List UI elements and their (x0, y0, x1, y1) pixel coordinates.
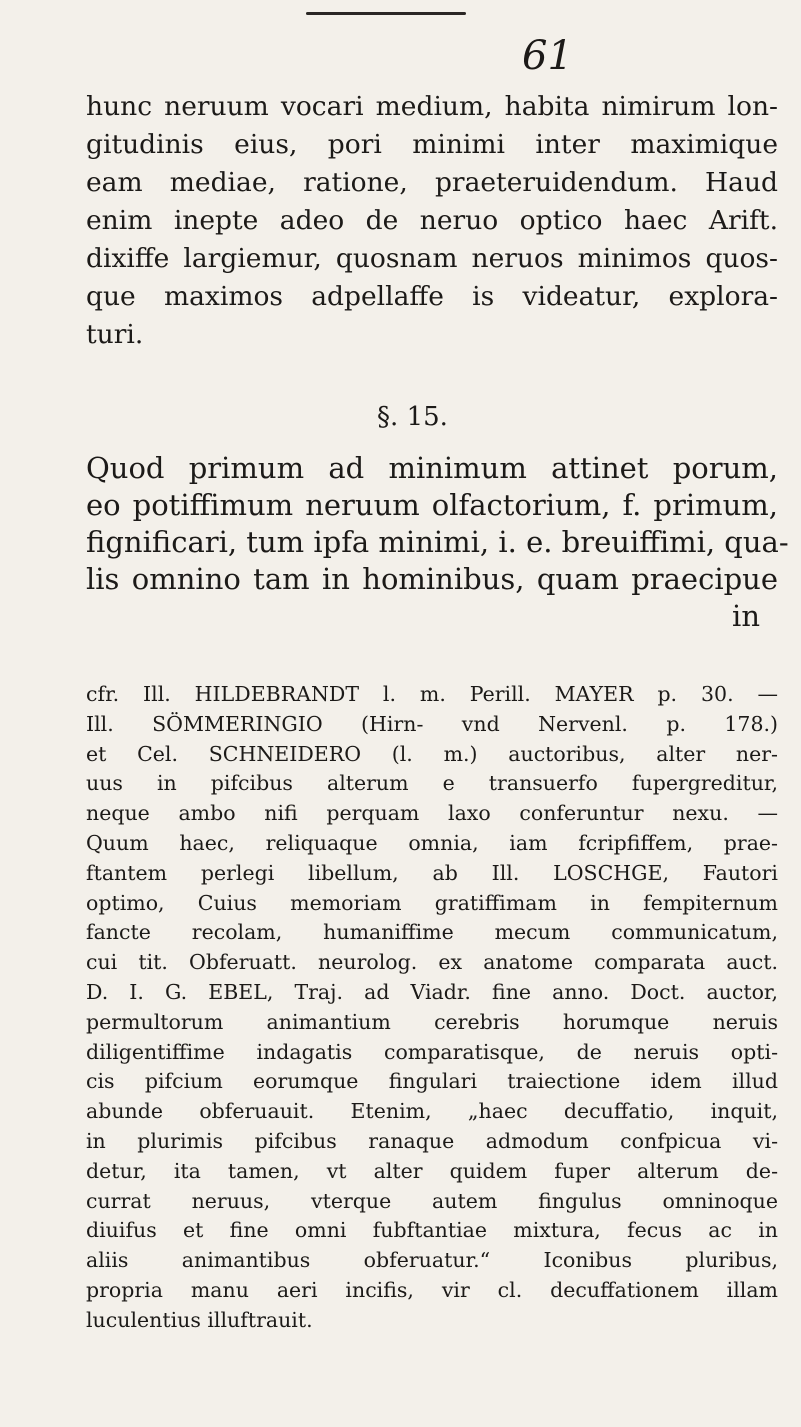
header-rule (306, 12, 466, 15)
footnote (86, 680, 778, 1336)
footnote-line: D. I. G. EBEL, Traj. ad Viadr. fine anno. Doct. auctor, (86, 979, 778, 1004)
footnote-line: fancte recolam, humaniffime mecum communicatum, (86, 920, 778, 945)
footnote-line: diuifus et fine omni fubftantiae mixtura, fecus ac in (86, 1218, 778, 1243)
main-line: turi. (86, 319, 144, 350)
section-heading: §. 15. (377, 402, 448, 432)
paragraph-line: fignificari, tum ipfa minimi, i. e. breuiffimi, qua- (86, 525, 789, 559)
footnote-line: Quum haec, reliquaque omnia, iam fcripfiffem, prae- (86, 830, 778, 855)
footnote-line: detur, ita tamen, vt alter quidem fuper alterum de- (86, 1158, 778, 1183)
footnote-line: uus in pifcibus alterum e transuerfo fupergreditur, (86, 771, 778, 796)
footnote-line: cis pifcium eorumque fingulari traiectione idem illud (86, 1069, 778, 1094)
paragraph (86, 450, 789, 635)
footnote-line: optimo, Cuius memoriam gratiffimam in fempiternum (86, 890, 778, 915)
main-text (86, 88, 778, 354)
footnote-line: abunde obferuauit. Etenim, „haec decuffatio, inquit, (86, 1099, 778, 1124)
main-line: hunc neruum vocari medium, habita nimirum lon- (86, 91, 778, 122)
footnote-line: propria manu aeri incifis, vir cl. decuffationem illam (86, 1277, 778, 1302)
footnote-line: et Cel. SCHNEIDERO (l. m.) auctoribus, alter ner- (86, 741, 778, 766)
footnote-line: currat neruus, vterque autem fingulus omninoque (86, 1188, 778, 1213)
footnote-line: luculentius illuftrauit. (86, 1307, 313, 1332)
footnote-line: cui tit. Obferuatt. neurolog. ex anatome comparata auct. (86, 950, 778, 975)
page-number: 61 (522, 33, 573, 79)
footnote-line: cfr. Ill. HILDEBRANDT l. m. Perill. MAYER p. 30. — (86, 682, 778, 706)
main-line: dixiffe largiemur, quosnam neruos minimos quos- (86, 243, 778, 274)
footnote-line: permultorum animantium cerebris horumque neruis (86, 1009, 778, 1034)
footnote-line: ftantem perlegi libellum, ab Ill. LOSCHGE, Fautori (86, 860, 778, 885)
main-line: que maximos adpellaffe is videatur, explora- (86, 281, 778, 312)
main-line: eam mediae, ratione, praeteruidendum. Haud (86, 167, 778, 198)
footnote-line: diligentiffime indagatis comparatisque, de neruis opti- (86, 1039, 778, 1064)
main-line: gitudinis eius, pori minimi inter maximique (86, 129, 778, 160)
paragraph-line: Quod primum ad minimum attinet porum, (86, 451, 778, 485)
footnote-line: Ill. SÖMMERINGIO (Hirn- vnd Nervenl. p. 178.) (86, 711, 778, 736)
footnote-line: in plurimis pifcibus ranaque admodum confpicua vi- (86, 1128, 778, 1153)
main-line: enim inepte adeo de neruo optico haec Arift. (86, 205, 778, 236)
footnote-line: aliis animantibus obferuatur.“ Iconibus pluribus, (86, 1248, 778, 1273)
paragraph-line: lis omnino tam in hominibus, quam praecipue (86, 562, 778, 596)
paragraph-line: eo potiffimum neruum olfactorium, f. primum, (86, 488, 778, 522)
catchword: in (732, 599, 760, 633)
footnote-line: neque ambo nifi perquam laxo conferuntur nexu. — (86, 801, 778, 826)
